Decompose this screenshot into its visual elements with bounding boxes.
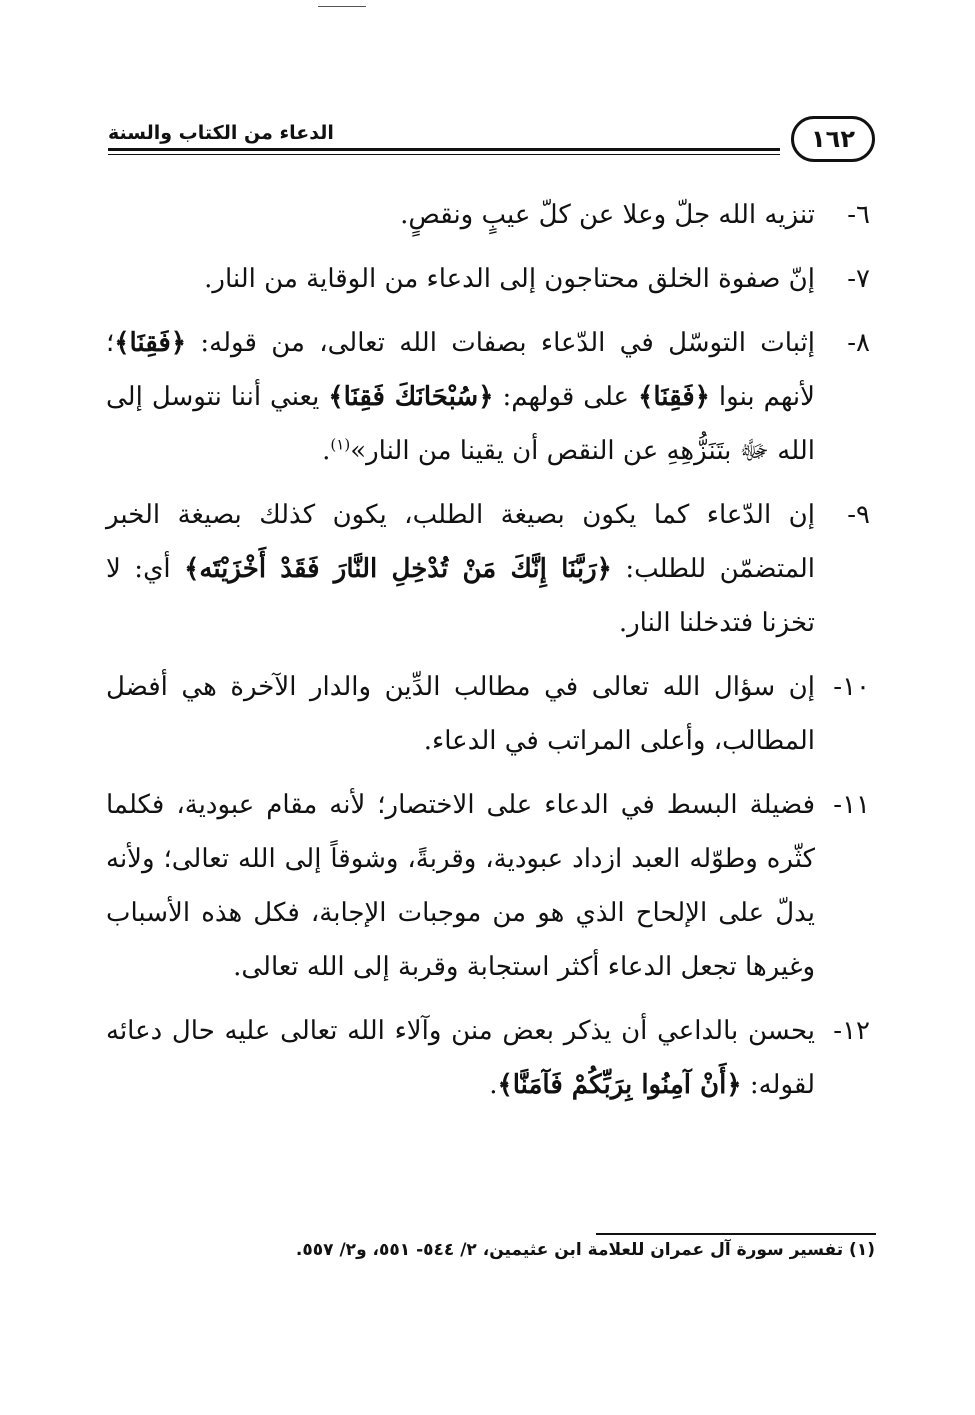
- running-header: [108, 108, 875, 166]
- quran-quote: ﴿أَنْ آمِنُوا بِرَبِّكُمْ فَآمَنَّا﴾: [497, 1070, 742, 1100]
- item-text: فضيلة البسط في الدعاء على الاختصار؛ لأنه مقام عبودية، فكلما كثّره وطوّله العبد ازداد عبودية، وقربةً، وشوقاً إلى الله تعالى؛ ولأنه يدلّ على الإلحاح الذي هو من موجبات الإجابة، فكل هذه الأسباب وغيرها تجعل الدعاء أكثر استجابة وقربة إلى الله تعالى.: [106, 790, 815, 982]
- list-item: [106, 252, 870, 306]
- footnote-rule: [596, 1233, 876, 1235]
- item-number: ٩-: [847, 500, 870, 530]
- quran-quote: ﴿رَبَّنَا إِنَّكَ مَنْ تُدْخِلِ النَّارَ فَقَدْ أَخْزَيْتَه﴾: [184, 554, 612, 584]
- footnote-ref: (١): [330, 435, 351, 454]
- list-item: [106, 778, 870, 994]
- list-item: [106, 1004, 870, 1112]
- body-text: [106, 188, 870, 1122]
- footnote: (١) تفسير سورة آل عمران للعلامة ابن عثيمين، ٢/ ٥٤٤- ٥٥١، و٢/ ٥٥٧.: [295, 1240, 875, 1260]
- quran-quote: ﴿فَقِنَا﴾: [638, 382, 710, 412]
- list-item: [106, 188, 870, 242]
- item-number: ١٢-: [833, 1016, 870, 1046]
- header-rule: [108, 148, 780, 151]
- item-number: ١٠-: [833, 672, 870, 702]
- item-number: ١١-: [833, 790, 870, 820]
- item-number: ٦-: [847, 200, 870, 230]
- item-text: أي: لا تخزنا فتدخلنا النار.: [106, 554, 815, 638]
- item-text: إثبات التوسّل في الدّعاء بصفات الله تعالى، من قوله:: [186, 328, 815, 358]
- page-number: ١٦٢: [811, 125, 855, 153]
- top-rule: [318, 6, 366, 7]
- item-text: تنزيه الله جلّ وعلا عن كلّ عيبٍ ونقصٍ.: [400, 200, 815, 230]
- list-item: [106, 660, 870, 768]
- header-rule-thin: [108, 154, 780, 155]
- quran-quote: ﴿فَقِنَا﴾: [114, 328, 187, 358]
- item-text: يعني أننا نتوسل إلى الله ﷻ بتَنَزُّهِهِ عن النقص أن يقينا من النار»: [106, 382, 815, 466]
- item-text: إن سؤال الله تعالى في مطالب الدِّين والدار الآخرة هي أفضل المطالب، وأعلى المراتب في الدعاء.: [106, 672, 815, 756]
- item-number: ٧-: [847, 264, 870, 294]
- item-text: يحسن بالداعي أن يذكر بعض منن وآلاء الله تعالى عليه حال دعائه لقوله:: [106, 1016, 815, 1100]
- item-number: ٨-: [847, 328, 870, 358]
- item-text: على قولهم:: [493, 382, 639, 412]
- item-text: .: [322, 436, 331, 466]
- list-item: [106, 488, 870, 650]
- quran-quote: ﴿سُبْحَانَكَ فَقِنَا﴾: [328, 382, 494, 412]
- item-text: إن الدّعاء كما يكون بصيغة الطلب، يكون كذلك بصيغة الخبر المتضمّن للطلب:: [106, 500, 816, 584]
- header-title: الدعاء من الكتاب والسنة: [108, 122, 334, 144]
- item-text: إنّ صفوة الخلق محتاجون إلى الدعاء من الوقاية من النار.: [204, 264, 815, 294]
- item-text: .: [489, 1070, 498, 1100]
- list-item: [106, 316, 870, 478]
- page-number-badge: [791, 116, 875, 162]
- item-text: ؛ لأنهم بنوا: [106, 328, 816, 412]
